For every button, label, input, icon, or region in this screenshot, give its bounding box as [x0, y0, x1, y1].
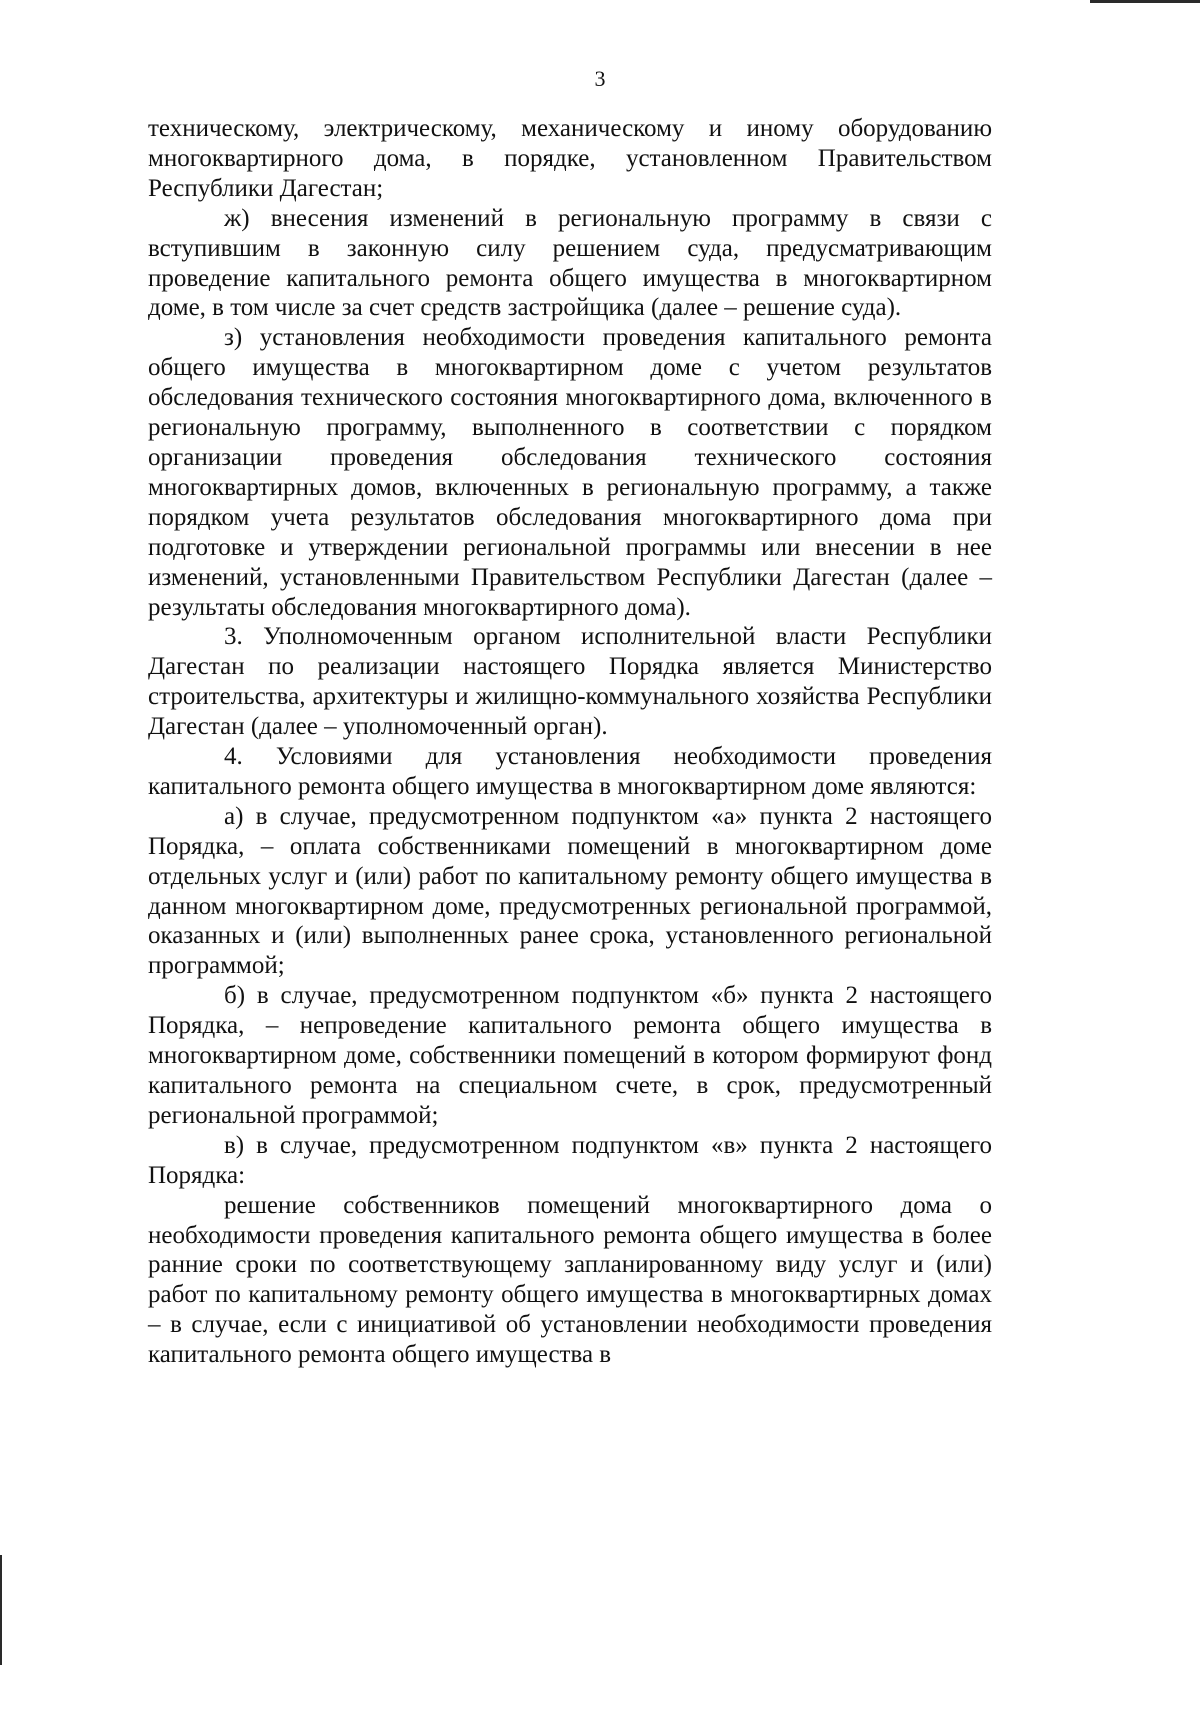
paragraph-item-zh: ж) внесения изменений в региональную программу в связи с вступившим в законную силу решением суда, предусматривающим проведение капитального ремонта общего имущества в многоквартирном доме, в том числе за счет средств застройщика (далее – решение суда).	[148, 204, 992, 322]
paragraph-subitem-v: в) в случае, предусмотренном подпунктом «в» пункта 2 настоящего Порядка:	[148, 1131, 992, 1189]
document-body	[148, 114, 992, 1370]
paragraph-subitem-a: а) в случае, предусмотренном подпунктом «а» пункта 2 настоящего Порядка, – оплата собственниками помещений в многоквартирном доме отдельных услуг и (или) работ по капитальному ремонту общего имущества в данном многоквартирном доме, предусмотренных региональной программой, оказанных и (или) выполненных ранее срока, установленного региональной программой;	[148, 802, 992, 980]
paragraph-clause-3: 3. Уполномоченным органом исполнительной власти Республики Дагестан по реализации настоящего Порядка является Министерство строительства, архитектуры и жилищно-коммунального хозяйства Республики Дагестан (далее – уполномоченный орган).	[148, 623, 992, 741]
scan-edge-left	[0, 1555, 2, 1665]
paragraph-owners-decision: решение собственников помещений многоквартирного дома о необходимости проведения капитального ремонта общего имущества в более ранние сроки по соответствующему запланированному виду услуг и (или) работ по капитальному ремонту общего имущества в многоквартирных домах – в случае, если с инициативой об установлении необходимости проведения капитального ремонта общего имущества в	[148, 1191, 992, 1369]
paragraph-subitem-b: б) в случае, предусмотренном подпунктом «б» пункта 2 настоящего Порядка, – непроведение капитального ремонта общего имущества в многоквартирном доме, собственники помещений в котором формируют фонд капитального ремонта на специальном счете, в срок, предусмотренный региональной программой;	[148, 982, 992, 1129]
paragraph-continuation: техническому, электрическому, механическому и иному оборудованию многоквартирного дома, в порядке, установленном Правительством Республики Дагестан;	[148, 115, 992, 202]
paragraph-clause-4: 4. Условиями для установления необходимости проведения капитального ремонта общего имущества в многоквартирном доме являются:	[148, 743, 992, 800]
page-number: 3	[594, 66, 606, 91]
scan-edge-top	[1090, 0, 1200, 3]
paragraph-item-z: з) установления необходимости проведения капитального ремонта общего имущества в многоквартирном доме с учетом результатов обследования технического состояния многоквартирного дома, включенного в региональную программу, выполненного в соответствии с порядком организации проведения обследования технического состояния многоквартирных домов, включенных в региональную программу, а также порядком учета результатов обследования многоквартирного дома при подготовке и утверждении региональной программы или внесении в нее изменений, установленными Правительством Республики Дагестан (далее – результаты обследования многоквартирного дома).	[148, 324, 992, 621]
